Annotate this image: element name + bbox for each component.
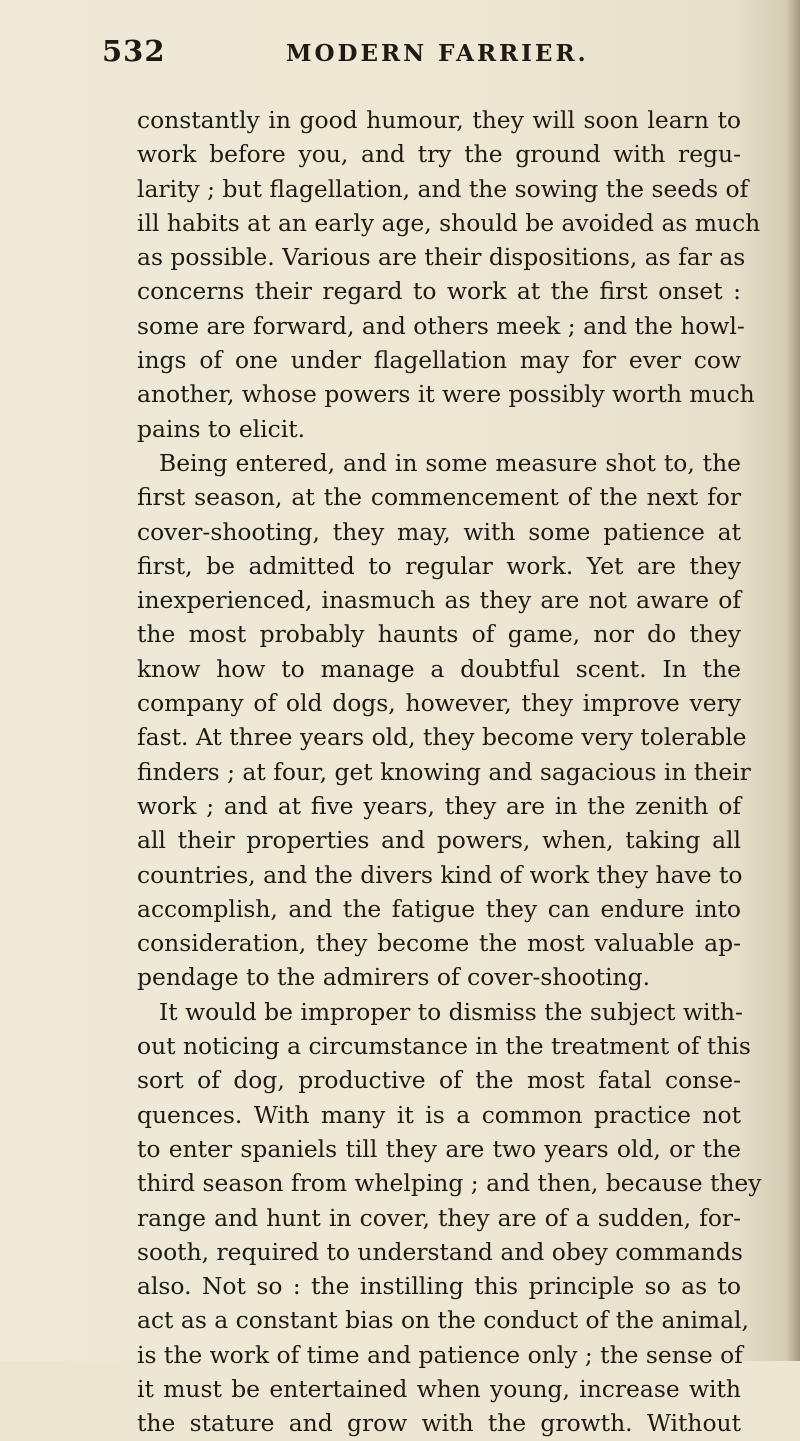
running-head: MODERN FARRIER. xyxy=(286,40,589,67)
text-line: first season, at the commencement of the next for xyxy=(137,483,741,512)
text-line: another, whose powers it were possibly worth much xyxy=(137,380,755,409)
text-line: the stature and grow with the growth. Without xyxy=(137,1409,741,1438)
paragraph-end-line: pendage to the admirers of cover-shooting. xyxy=(137,963,651,992)
body-text xyxy=(137,103,762,1441)
text-line: larity ; but flagellation, and the sowing the seeds of xyxy=(137,174,749,203)
text-line: as possible. Various are their dispositions, as far as xyxy=(137,243,746,272)
text-line: the most probably haunts of game, nor do they xyxy=(137,620,741,649)
text-line: first, be admitted to regular work. Yet are they xyxy=(137,551,741,580)
text-line: also. Not so : the instilling this principle so as to xyxy=(137,1272,741,1301)
text-line: cover-shooting, they may, with some patience at xyxy=(137,517,741,546)
text-line: inexperienced, inasmuch as they are not aware of xyxy=(137,586,741,615)
text-line: quences. With many it is a common practice not xyxy=(137,1100,741,1129)
page-number: 532 xyxy=(102,34,166,68)
text-line: third season from whelping ; and then, because they xyxy=(137,1169,762,1198)
text-line: some are forward, and others meek ; and the howl- xyxy=(137,311,745,340)
page-edge-shadow xyxy=(786,0,800,1361)
text-line: is the work of time and patience only ; the sense of xyxy=(137,1340,743,1369)
text-line: constantly in good humour, they will soon learn to xyxy=(137,106,741,134)
paragraph-start-line: It would be improper to dismiss the subject with- xyxy=(159,997,743,1026)
text-line: work ; and at five years, they are in the zenith of xyxy=(137,791,741,820)
text-line: finders ; at four, get knowing and sagacious in their xyxy=(137,757,751,786)
page-header xyxy=(102,34,702,84)
text-line: sooth, required to understand and obey commands xyxy=(137,1237,743,1266)
text-line: fast. At three years old, they become very tolerable xyxy=(137,723,747,752)
text-line: work before you, and try the ground with regu- xyxy=(137,140,741,169)
text-line: ill habits at an early age, should be avoided as much xyxy=(137,208,761,237)
text-line: know how to manage a doubtful scent. In the xyxy=(137,654,741,683)
text-line: company of old dogs, however, they improve very xyxy=(137,689,741,718)
text-line: ings of one under flagellation may for ever cow xyxy=(137,346,741,375)
text-line: sort of dog, productive of the most fatal conse- xyxy=(137,1066,741,1095)
text-line: all their properties and powers, when, taking all xyxy=(137,826,741,855)
paragraph-end-line: pains to elicit. xyxy=(137,414,306,443)
text-line: accomplish, and the fatigue they can endure into xyxy=(137,894,741,923)
text-line: countries, and the divers kind of work they have to xyxy=(137,860,743,889)
paragraph-start-line: Being entered, and in some measure shot to, the xyxy=(159,448,741,477)
text-line: range and hunt in cover, they are of a sudden, for- xyxy=(137,1203,741,1232)
text-line: act as a constant bias on the conduct of the animal, xyxy=(137,1306,749,1335)
text-line: consideration, they become the most valuable ap- xyxy=(137,929,741,958)
text-line: concerns their regard to work at the first onset : xyxy=(137,277,741,306)
text-line: out noticing a circumstance in the treatment of this xyxy=(137,1032,751,1061)
text-line: it must be entertained when young, increase with xyxy=(137,1374,741,1403)
text-line: to enter spaniels till they are two years old, or the xyxy=(137,1134,741,1163)
